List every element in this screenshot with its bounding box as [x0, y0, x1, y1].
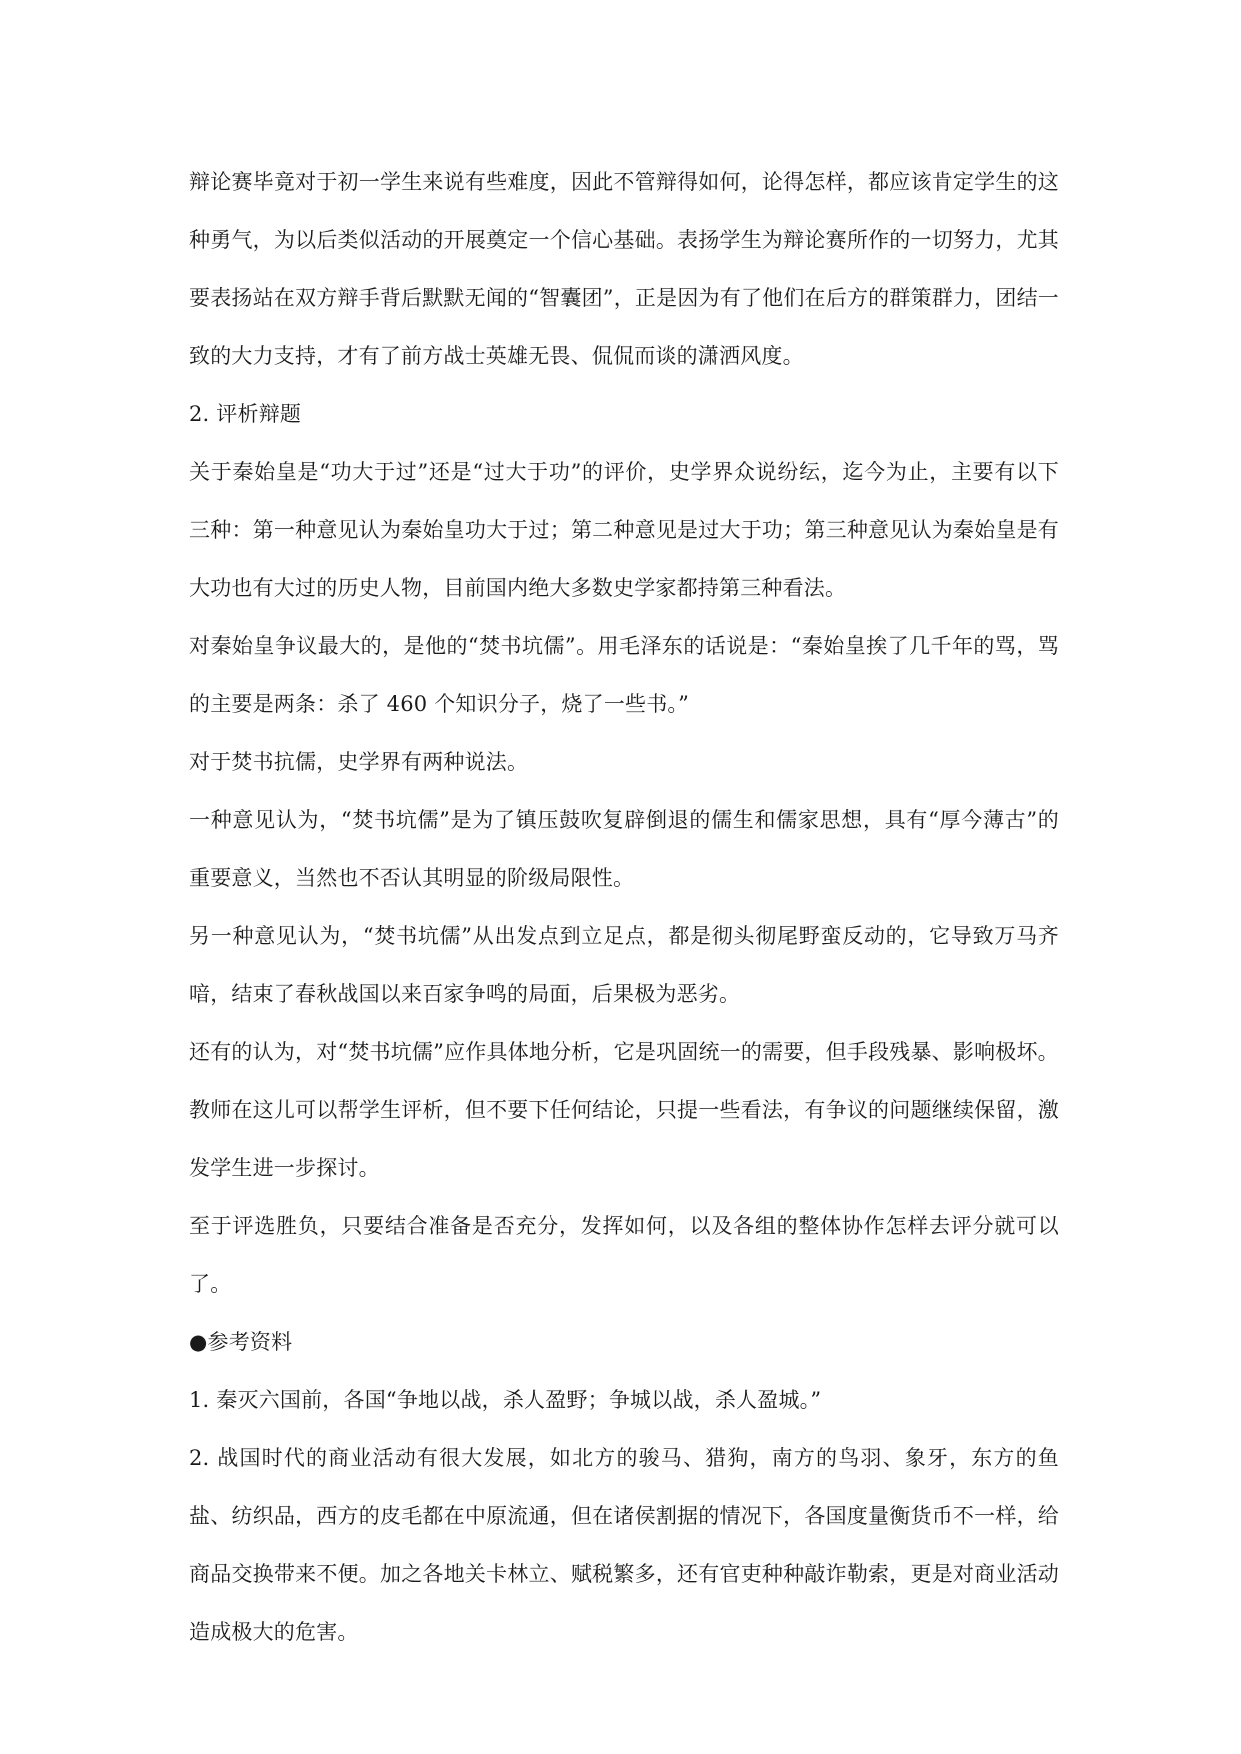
paragraph-evaluation-views: 关于秦始皇是“功大于过”还是“过大于功”的评价，史学界众说纷纭，迄今为止，主要有以下三种：第一种意见认为秦始皇功大于过；第二种意见是过大于功；第三种意见认为秦始皇是有大功也有大过的历史人物，目前国内绝大多数史学家都持第三种看法。	[189, 460, 1059, 600]
paragraph-encourage-students: 辩论赛毕竟对于初一学生来说有些难度，因此不管辩得如何，论得怎样，都应该肯定学生的这种勇气，为以后类似活动的开展奠定一个信心基础。表扬学生为辩论赛所作的一切努力，尤其要表扬站在双方辩手背后默默无闻的“智囊团”，正是因为有了他们在后方的群策群力，团结一致的大力支持，才有了前方战士英雄无畏、侃侃而谈的潇洒风度。	[189, 170, 1059, 368]
paragraph-two-views-intro: 对于焚书抗儒，史学界有两种说法。	[189, 750, 529, 774]
document-body	[189, 153, 1059, 1661]
section-heading-references: ●参考资料	[189, 1330, 293, 1354]
paragraph-judging: 至于评选胜负，只要结合准备是否充分，发挥如何，以及各组的整体协作怎样去评分就可以了。	[189, 1214, 1059, 1296]
paragraph-burning-books-controversy: 对秦始皇争议最大的，是他的“焚书坑儒”。用毛泽东的话说是：“秦始皇挨了几千年的骂，骂的主要是两条：杀了 460 个知识分子，烧了一些书。”	[189, 634, 1059, 716]
paragraph-view-two: 另一种意见认为，“焚书坑儒”从出发点到立足点，都是彻头彻尾野蛮反动的，它导致万马齐喑，结束了春秋战国以来百家争鸣的局面，后果极为恶劣。	[189, 924, 1059, 1006]
section-heading-analyze-topic: 2. 评析辩题	[189, 402, 302, 426]
paragraph-teacher-guidance: 教师在这儿可以帮学生评析，但不要下任何结论，只提一些看法，有争议的问题继续保留，激发学生进一步探讨。	[189, 1098, 1059, 1180]
paragraph-view-one: 一种意见认为，“焚书坑儒”是为了镇压鼓吹复辟倒退的儒生和儒家思想，具有“厚今薄古”的重要意义，当然也不否认其明显的阶级局限性。	[189, 808, 1059, 890]
reference-item-1: 1. 秦灭六国前，各国“争地以战，杀人盈野；争城以战，杀人盈城。”	[189, 1388, 822, 1412]
reference-item-2: 2. 战国时代的商业活动有很大发展，如北方的骏马、猎狗，南方的鸟羽、象牙，东方的鱼盐、纺织品，西方的皮毛都在中原流通，但在诸侯割据的情况下，各国度量衡货币不一样，给商品交换带来不便。加之各地关卡林立、赋税繁多，还有官吏种种敲诈勒索，更是对商业活动造成极大的危害。	[189, 1446, 1059, 1644]
paragraph-view-three: 还有的认为，对“焚书坑儒”应作具体地分析，它是巩固统一的需要，但手段残暴、影响极坏。	[189, 1040, 1059, 1064]
